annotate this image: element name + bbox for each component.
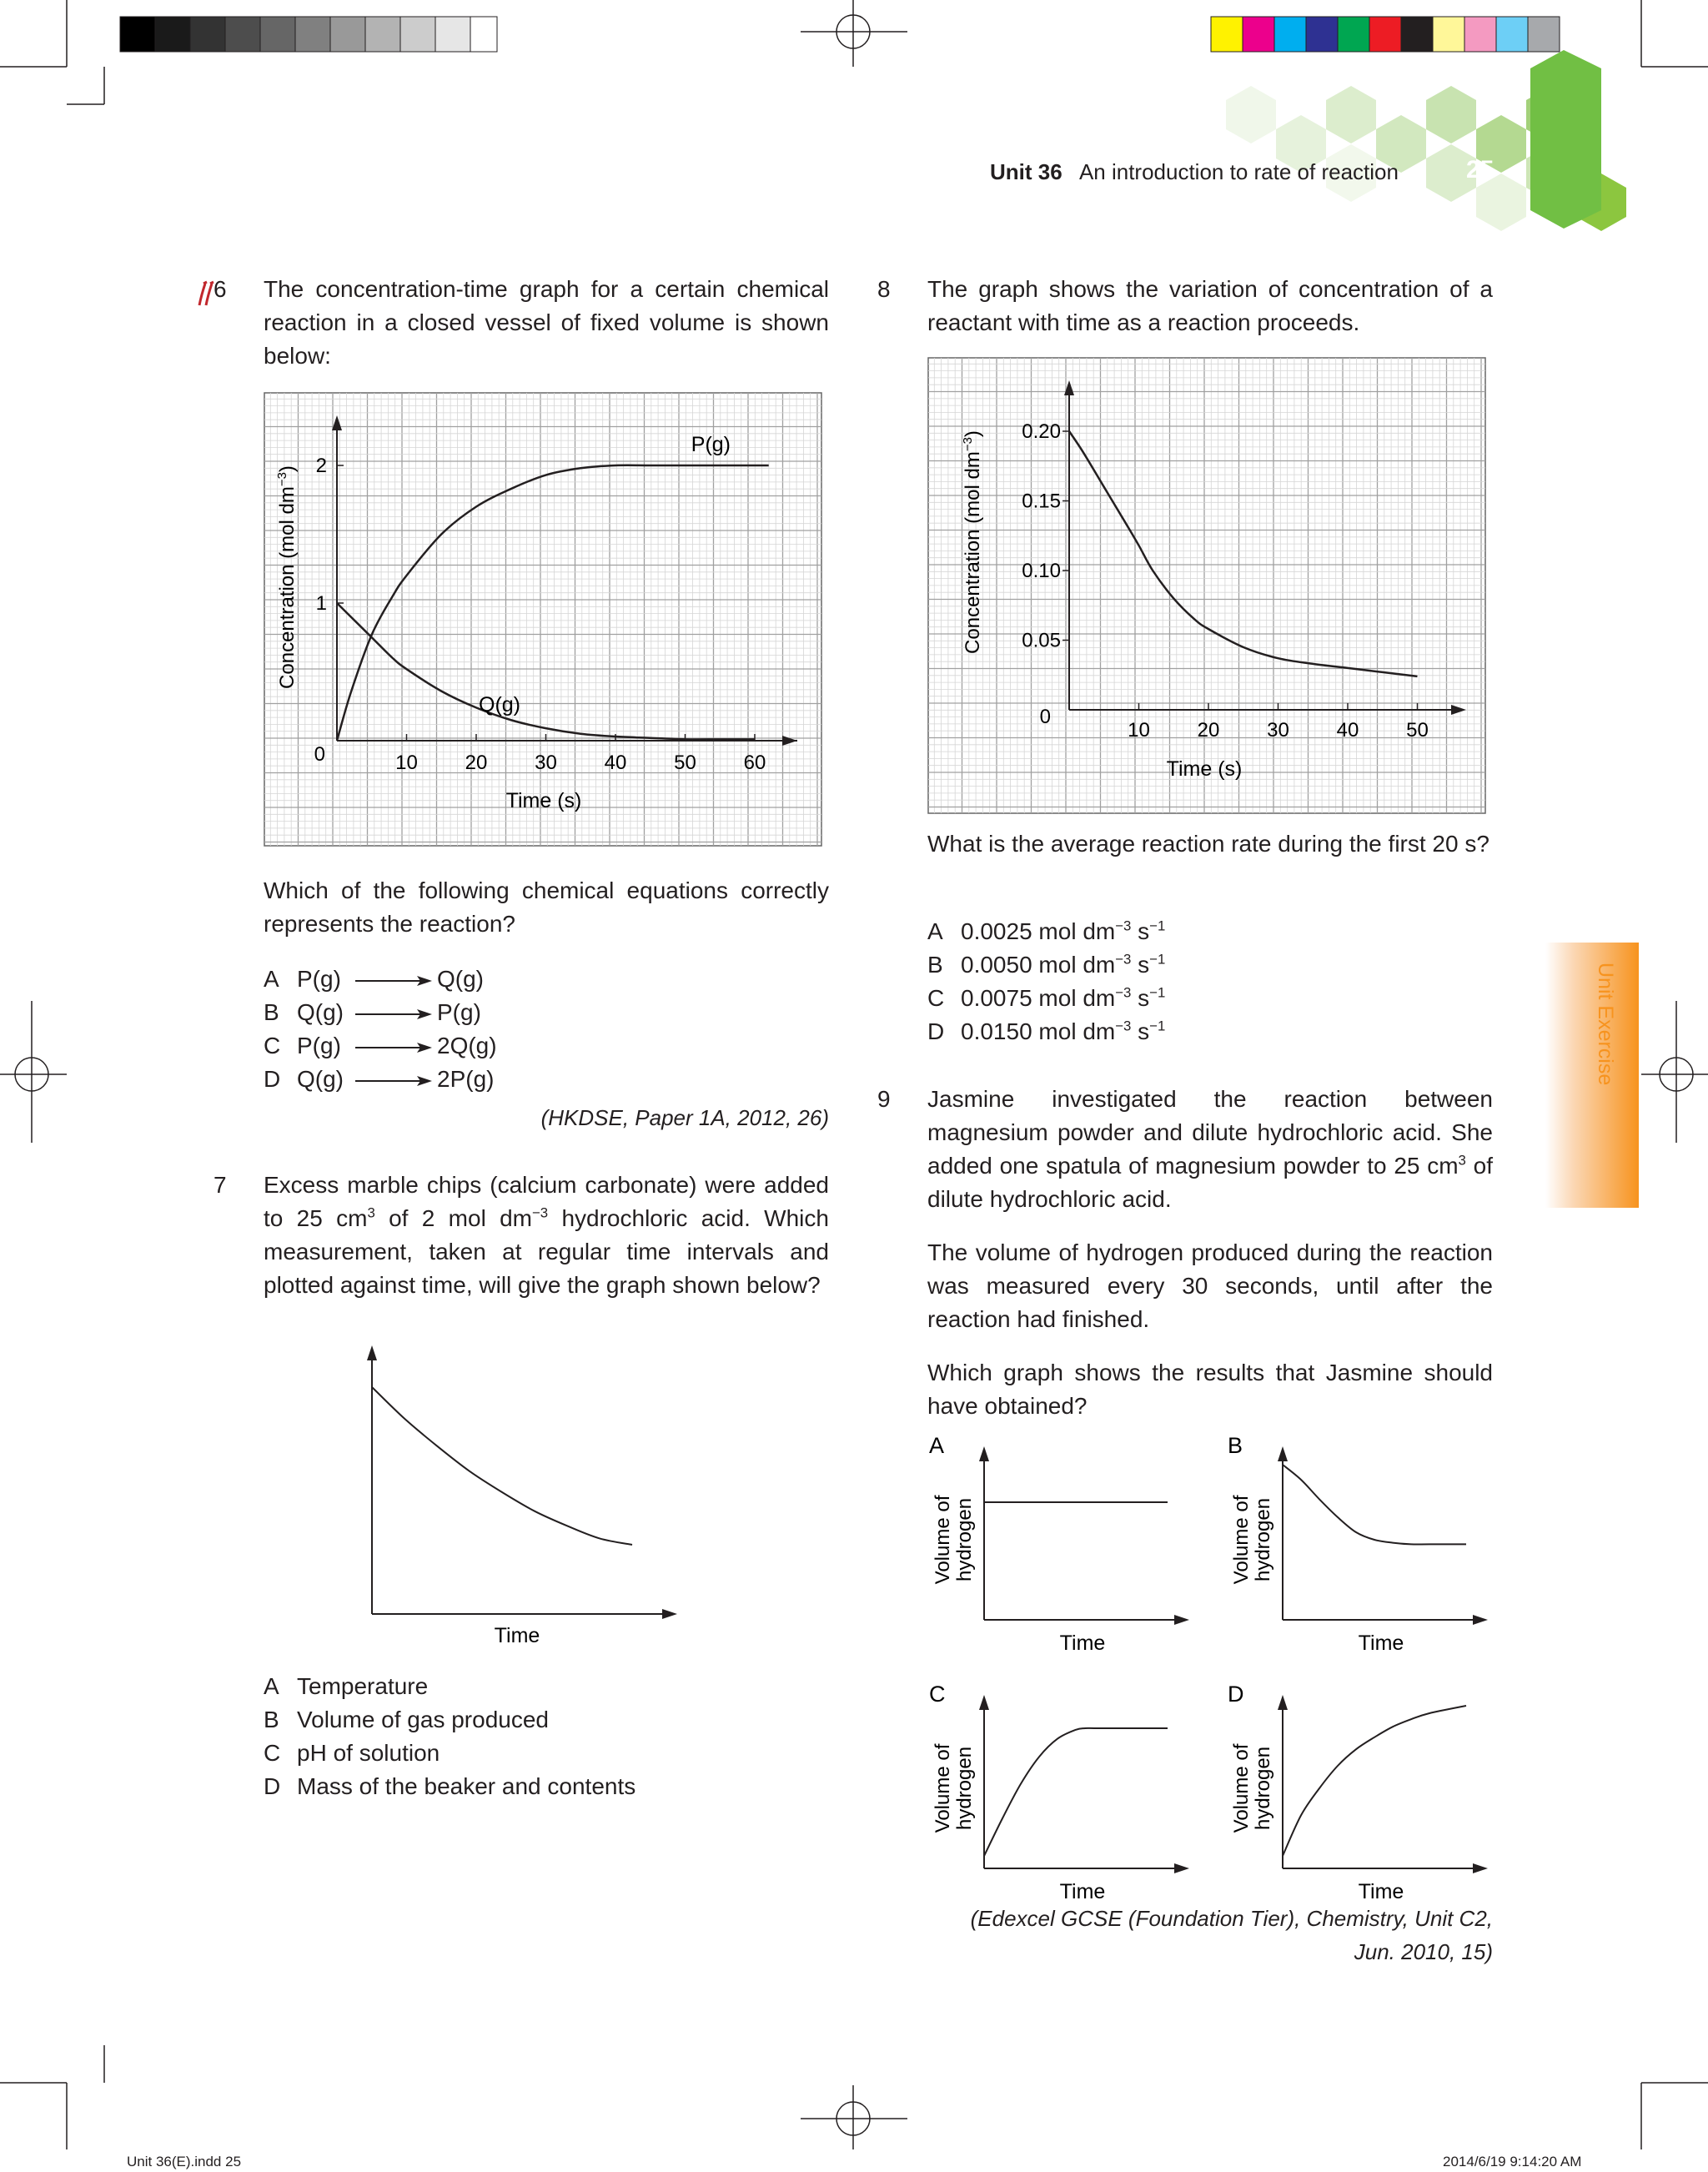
option-value: 0.0150	[961, 1018, 1032, 1044]
y-axis-label: hydrogen	[1252, 1497, 1274, 1582]
option-letter: A	[927, 918, 943, 944]
q6-option-a	[264, 963, 484, 996]
option-text: pH of solution	[297, 1740, 440, 1766]
y-tick-label: 0.15	[1022, 490, 1061, 513]
option-letter: C	[927, 985, 945, 1011]
unit-exponent: −3	[1115, 918, 1132, 934]
unit-exponent: −1	[1149, 984, 1166, 1001]
option-unit: s	[1131, 1018, 1150, 1044]
option-letter: C	[264, 1033, 281, 1058]
option-unit: s	[1131, 918, 1150, 944]
x-tick-label: 30	[1267, 719, 1289, 742]
q9-graph-d	[1223, 1677, 1498, 1918]
y-tick-label: 0.05	[1022, 629, 1061, 652]
x-tick-label: 50	[674, 752, 696, 774]
option-product: P(g)	[437, 999, 481, 1025]
q9-graph-b	[1223, 1428, 1498, 1670]
option-product: 2Q(g)	[437, 1033, 497, 1058]
y-axis-label: Volume of	[932, 1495, 954, 1585]
y-axis-label: Concentration (mol $dm^{-3}$)	[275, 465, 299, 689]
x-axis-arrow	[1174, 1863, 1189, 1873]
unit-exponent: −3	[1115, 1018, 1132, 1034]
q9-sup: 3	[1458, 1152, 1466, 1169]
series-line	[372, 1387, 632, 1545]
q6-source: (HKDSE, Paper 1A, 2012, 26)	[540, 1105, 829, 1130]
y-axis-arrow	[1278, 1446, 1288, 1461]
q7-option-d	[264, 1770, 635, 1803]
unit-label: Unit 36	[990, 159, 1062, 184]
footer-right: 2014/6/19 9:14:20 AM	[1443, 2154, 1582, 2169]
q8-graph	[927, 357, 1486, 814]
option-product: Q(g)	[437, 966, 484, 992]
series-line	[1283, 1465, 1466, 1545]
option-text: Volume of gas produced	[297, 1707, 549, 1732]
option-unit: s	[1131, 985, 1150, 1011]
y-axis-label: hydrogen	[953, 1497, 976, 1582]
graph-option-letter: A	[929, 1433, 945, 1458]
x-axis-label: Time	[1358, 1632, 1404, 1655]
option-letter: B	[264, 999, 279, 1025]
x-tick-label: 40	[604, 752, 627, 774]
q6-number: 6	[214, 276, 227, 302]
origin-label: 0	[314, 743, 325, 766]
option-unit: s	[1131, 952, 1150, 978]
side-tab-label: Unit Exercise	[1594, 963, 1617, 1086]
option-letter: B	[264, 1707, 279, 1732]
x-axis-label: Time	[1059, 1632, 1106, 1655]
y-tick-label: 0.20	[1022, 420, 1061, 443]
option-unit: mol dm	[1038, 918, 1116, 944]
q9-source-line2: Jun. 2010, 15)	[1354, 1939, 1493, 1964]
x-axis-arrow	[1473, 1615, 1488, 1625]
series-line	[984, 1728, 1168, 1856]
unit-exponent: −3	[1115, 984, 1132, 1001]
option-text: Temperature	[297, 1673, 429, 1699]
q7-option-c	[264, 1737, 440, 1770]
q8-stem: The graph shows the variation of concentration of a reactant with time as a reaction proceeds.	[927, 276, 1493, 335]
x-axis-arrow	[662, 1609, 677, 1619]
graph-option-letter: D	[1228, 1682, 1244, 1707]
unit-exponent: −3	[1115, 951, 1132, 968]
reaction-arrow-icon	[354, 973, 434, 989]
q7-number: 7	[214, 1172, 227, 1198]
reaction-arrow-icon	[354, 1073, 434, 1089]
y-axis-arrow	[367, 1345, 377, 1360]
y-axis-arrow	[1278, 1695, 1288, 1710]
q6-option-d	[264, 1063, 494, 1096]
q6-prompt: Which of the following chemical equations correctly represents the reaction?	[264, 877, 829, 937]
q9-graph-c	[924, 1677, 1199, 1918]
y-tick-label: 1	[315, 592, 327, 615]
q7-option-b	[264, 1703, 549, 1737]
y-axis-label: Volume of	[1230, 1495, 1253, 1585]
option-letter: C	[264, 1740, 281, 1766]
q8-option-d	[927, 1015, 1165, 1048]
unit-title: An introduction to rate of reaction	[1078, 159, 1399, 184]
x-tick-label: 60	[743, 752, 766, 774]
side-tab	[1545, 943, 1639, 1208]
page-number: 25	[1466, 156, 1494, 184]
x-tick-label: 50	[1406, 719, 1429, 742]
option-letter: D	[264, 1066, 281, 1092]
option-reactant: Q(g)	[297, 1066, 344, 1092]
x-axis-label: Time (s)	[505, 789, 582, 812]
q9-prompt: Which graph shows the results that Jasmine should have obtained?	[927, 1360, 1493, 1419]
q6-option-c	[264, 1029, 497, 1063]
y-tick-label: 0.10	[1022, 560, 1061, 582]
reaction-arrow-icon	[354, 1006, 434, 1023]
x-axis-label: Time	[494, 1624, 540, 1647]
graph-option-letter: B	[1228, 1433, 1243, 1458]
x-tick-label: 20	[1197, 719, 1220, 742]
option-unit: mol dm	[1038, 952, 1116, 978]
q7-sup: 3	[367, 1204, 375, 1221]
x-tick-label: 40	[1336, 719, 1359, 742]
option-letter: A	[264, 966, 279, 992]
q7-sup: −3	[532, 1204, 549, 1221]
y-axis-arrow	[979, 1695, 989, 1710]
unit-exponent: −1	[1149, 918, 1166, 934]
x-tick-label: 30	[535, 752, 557, 774]
q6-stem: The concentration-time graph for a certain chemical reaction in a closed vessel of fixed volume is shown below:	[264, 276, 829, 369]
q9-number: 9	[877, 1086, 891, 1112]
y-axis-label: Volume of	[1230, 1743, 1253, 1833]
x-tick-label: 10	[1128, 719, 1150, 742]
graph-option-letter: C	[929, 1682, 946, 1707]
option-product: 2P(g)	[437, 1066, 495, 1092]
q6-option-b	[264, 996, 481, 1029]
origin-label: 0	[1039, 706, 1051, 728]
q9-stem-part: Jasmine investigated the reaction between magnesium powder and dilute hydrochloric acid. She added one spatula of magnesium powder to 25 cm	[927, 1086, 1493, 1179]
q7-stem	[264, 1169, 829, 1302]
option-reactant: P(g)	[297, 966, 341, 992]
option-unit: mol dm	[1038, 1018, 1116, 1044]
q9-stem	[927, 1083, 1493, 1216]
series-line	[1283, 1706, 1466, 1856]
q9-graph-a	[924, 1428, 1199, 1670]
q7-stem-part: of 2 mol dm	[374, 1205, 532, 1231]
option-reactant: Q(g)	[297, 999, 344, 1025]
x-tick-label: 10	[395, 752, 418, 774]
q7-option-a	[264, 1670, 428, 1703]
graph-paper-grid	[928, 358, 1485, 813]
x-axis-arrow	[1174, 1615, 1189, 1625]
option-letter: D	[264, 1773, 281, 1799]
unit-exponent: −1	[1149, 1018, 1166, 1034]
x-axis-label: Time	[1059, 1880, 1106, 1903]
q9-stem-part: of dilute hydrochloric acid.	[927, 1153, 1493, 1212]
running-header	[990, 155, 1399, 189]
q9-source-line1: (Edexcel GCSE (Foundation Tier), Chemistry, Unit C2,	[970, 1906, 1493, 1931]
q7-stem-part: hydrochloric acid. Which measurement, taken at regular time intervals and plotted against time, will give the graph shown below?	[264, 1205, 829, 1298]
x-axis-arrow	[1473, 1863, 1488, 1873]
option-letter: D	[927, 1018, 945, 1044]
option-value: 0.0050	[961, 952, 1032, 978]
reaction-arrow-icon	[354, 1039, 434, 1056]
x-axis-label: Time (s)	[1166, 757, 1243, 781]
option-text: Mass of the beaker and contents	[297, 1773, 636, 1799]
x-tick-label: 20	[465, 752, 488, 774]
y-axis-label: Volume of	[932, 1743, 954, 1833]
q7-stem-part: Excess marble chips (calcium carbonate) were added to 25 cm	[264, 1172, 829, 1231]
series-label-p: P(g)	[691, 433, 731, 456]
option-letter: B	[927, 952, 943, 978]
q8-prompt: What is the average reaction rate during the first 20 s?	[927, 831, 1489, 857]
option-value: 0.0075	[961, 985, 1032, 1011]
option-unit: mol dm	[1038, 985, 1116, 1011]
unit-exponent: −1	[1149, 951, 1166, 968]
q8-option-b	[927, 948, 1165, 982]
y-axis-label: hydrogen	[1252, 1746, 1274, 1831]
footer-left: Unit 36(E).indd 25	[127, 2154, 242, 2169]
q8-number: 8	[877, 276, 891, 302]
option-reactant: P(g)	[297, 1033, 341, 1058]
q7-graph	[334, 1339, 692, 1656]
y-axis-label: hydrogen	[953, 1746, 976, 1831]
y-axis-arrow	[979, 1446, 989, 1461]
x-axis-label: Time	[1358, 1880, 1404, 1903]
option-value: 0.0025	[961, 918, 1032, 944]
y-axis-label: Concentration (mol $dm^{-3}$)	[961, 430, 984, 654]
option-letter: A	[264, 1673, 279, 1699]
y-tick-label: 2	[315, 455, 327, 477]
q8-option-a	[927, 915, 1165, 948]
q8-option-c	[927, 982, 1165, 1015]
q6-graph	[264, 392, 822, 847]
series-label-q: Q(g)	[479, 693, 520, 716]
q9-paragraph: The volume of hydrogen produced during the reaction was measured every 30 seconds, until after the reaction had finished.	[927, 1239, 1493, 1332]
